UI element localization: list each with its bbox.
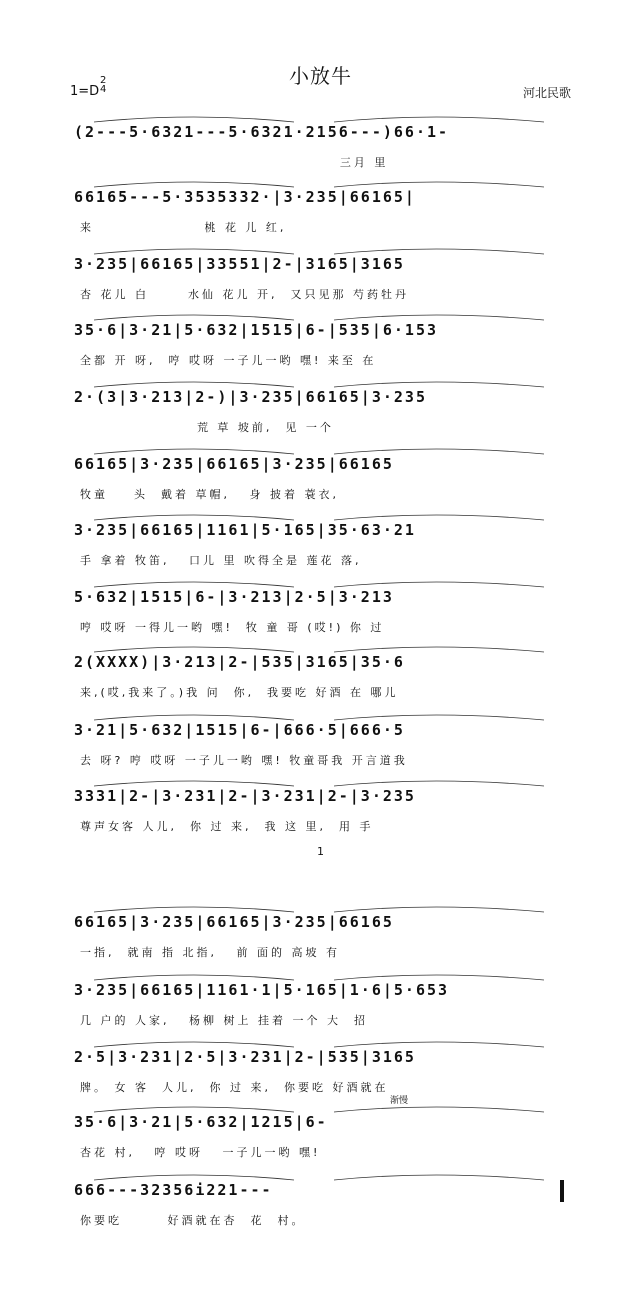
notation-line: 66165---5·3535332·|3·235|66165| (74, 188, 416, 206)
time-signature (100, 76, 106, 94)
notation-line: 5·632|1515|6-|3·213|2·5|3·213 (74, 588, 394, 606)
lyric-line: 一指, 就南 指 北指, 前 面的 高坡 有 (80, 946, 340, 959)
score-system (74, 120, 564, 180)
key-signature: 1=D (70, 84, 100, 99)
notation-line: (2---5·6321---5·6321·2156---)66·1- (74, 123, 450, 141)
score-system (74, 252, 564, 312)
score-system (74, 585, 564, 645)
notation-line: 35·6|3·21|5·632|1515|6-|535|6·153 (74, 321, 439, 339)
meter-top: 2 (100, 75, 107, 86)
score-system (74, 784, 564, 844)
song-origin: 河北民歌 (522, 86, 571, 100)
notation-line: 3·21|5·632|1515|6-|666·5|666·5 (74, 721, 405, 739)
notation-line: 2·5|3·231|2·5|3·231|2-|535|3165 (74, 1048, 416, 1066)
lyric-line: 去 呀? 哼 哎呀 一子儿一哟 嘿! 牧童哥我 开言道我 (80, 754, 408, 767)
score-system (74, 978, 564, 1038)
final-barline (560, 1180, 564, 1202)
lyric-line: 牧童 头 戴着 草帽, 身 披着 蓑衣, (80, 488, 339, 501)
score-system (74, 910, 564, 970)
notation-line: 3·235|66165|1161·1|5·165|1·6|5·653 (74, 981, 450, 999)
page-number: 1 (317, 845, 324, 858)
lyric-line: 来 桃 花 儿 红, (80, 221, 287, 234)
lyric-line: 尊声女客 人儿, 你 过 来, 我 这 里, 用 手 (80, 820, 374, 833)
lyric-line: 牌。 女 客 人儿, 你 过 来, 你要吃 好酒就在 (80, 1081, 389, 1094)
score-system (74, 318, 564, 378)
lyric-line: 你要吃 好酒就在杏 花 村。 (80, 1214, 306, 1227)
lyric-line: 来,(哎,我来了。)我 问 你, 我要吃 好酒 在 哪儿 (80, 686, 399, 699)
score-system (74, 1110, 564, 1170)
lyric-line: 几 户的 人家, 杨柳 树上 挂着 一个 大 招 (80, 1014, 368, 1027)
lyric-line: 杏 花儿 白 水仙 花儿 开, 又只见那 芍药牡丹 (80, 288, 409, 301)
score-system (74, 518, 564, 578)
notation-line: 666---32356i221--- (74, 1181, 273, 1199)
score-system (74, 718, 564, 778)
notation-line: 35·6|3·21|5·632|1215|6- (74, 1113, 328, 1131)
notation-line: 3·235|66165|1161|5·165|35·63·21 (74, 521, 416, 539)
notation-line: 2·(3|3·213|2-)|3·235|66165|3·235 (74, 388, 427, 406)
lyric-line: 手 拿着 牧笛, 口儿 里 吹得全是 莲花 落, (80, 554, 362, 567)
notation-line: 66165|3·235|66165|3·235|66165 (74, 913, 394, 931)
score-system (74, 385, 564, 445)
notation-line: 2(XXXX)|3·213|2-|535|3165|35·6 (74, 653, 405, 671)
lyric-line: 全都 开 呀, 哼 哎呀 一子儿一哟 嘿! 来至 在 (80, 354, 377, 367)
page-title: 小放牛 (289, 64, 352, 88)
score-system (74, 1178, 564, 1238)
lyric-line: 荒 草 坡前, 见 一个 (80, 421, 334, 434)
notation-line: 66165|3·235|66165|3·235|66165 (74, 455, 394, 473)
notation-line: 3·235|66165|33551|2-|3165|3165 (74, 255, 405, 273)
score-system (74, 452, 564, 512)
notation-line: 3331|2-|3·231|2-|3·231|2-|3·235 (74, 787, 416, 805)
lyric-line: 哼 哎呀 一得儿一哟 嘿! 牧 童 哥 (哎!) 你 过 (80, 621, 385, 634)
score-system (74, 650, 564, 710)
lyric-line: 杏花 村, 哼 哎呀 一子儿一哟 嘿! (80, 1146, 321, 1159)
score-system (74, 1045, 564, 1105)
meter-bottom: 4 (100, 84, 107, 95)
tempo-mark: 渐慢 (390, 1096, 409, 1106)
lyric-line: 三月 里 (80, 156, 389, 169)
score-system (74, 185, 564, 245)
